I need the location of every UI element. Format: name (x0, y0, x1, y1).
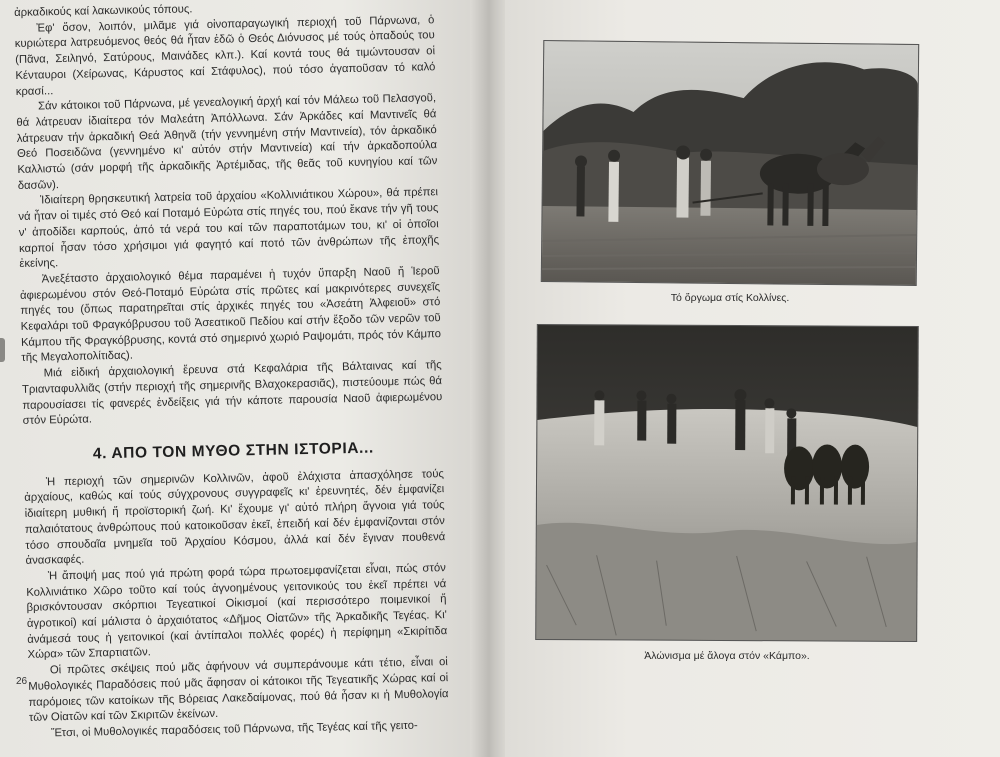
paragraph: ἀρκαδικούς καί λακωνικούς τόπους. (14, 3, 193, 19)
paragraph: Ἰδιαίτερη θρησκευτική λατρεία τοῦ ἀρχαίου «Κολλινιάτικου Χώρου», θά πρέπει νά ἦταν οἱ τιμές στό Θεό καί Ποταμό Εὐρώτα στίς πηγές του, πού ἔκανε τήν γῆ τους ν' ἀποδίδει καρπούς, ἀπό τά νερά του καί τῶν παραποτάμων του, κι' οἱ ὁποῖοι καρποί ἦσαν τόσο χρήσιμοι γιά φαγητό καί ποτό τῶν ἀνθρώπων τῆς ἐποχῆς ἐκείνης. (18, 186, 440, 271)
paragraph: Ἀνεξέταστο ἀρχαιολογικό θέμα παραμένει ἡ τυχόν ὕπαρξη Ναοῦ ἤ Ἱεροῦ ἀφιερωμένου στόν Θεό-Ποταμό Εὐρώτα στίς πρῶτες καί μακρινότερες συνεχεῖς πηγές του (ὅπως παρατηρεῖται στίς ἀρχικές πηγές του «Ἀσεάτη Ἀλφειοῦ» στό Κεφαλάρι τοῦ Φραγκόβρυσου τοῦ Ἀσεατικοῦ Πεδίου καί στήν ἔξοδο τῶν νερῶν τοῦ Κάμπου τῆς Φραγκόβρυσης, κοντά στό σημερινό χωριό Ραψομάτι, πρός τόν Κάμπο τῆς Μεγαλοπολίτιδας). (19, 265, 442, 365)
photo-caption: Ἁλώνισμα μέ ἄλογα στόν «Κάμπο». (644, 650, 810, 662)
plowing-photo (542, 41, 918, 285)
left-page (0, 0, 488, 757)
photo-caption: Τό ὄργωμα στίς Κολλίνες. (670, 292, 790, 304)
paragraph: Ἡ ἄποψή μας πού γιά πρώτη φορά τώρα πρωτοεμφανίζεται εἶναι, πώς στόν Κολλινιάτικο Χῶρο τοῦτο καί τούς ἀγνοημένους γειτονικούς του ἐκεῖ πρέπει νά βρισκόντουσαν σκόρπιοι Τεγεατικοί Οἰκισμοί (καί περισσότερο ποιμενικοί ἤ ἀγροτικοί) καί μάλιστα ὁ ἀρχαιότατος «Δῆμος Οἰατῶν» τῆς Ἀρκαδικῆς Τεγέας. Κι' ἀνάμεσά τους ἡ γειτονικοί (καί ἀντίπαλοι πολλές φορές) ἡ περίφημη «Σκιρίτιδα Χώρα» τῶν Σπαρτιατῶν. (26, 561, 448, 662)
paragraph: Ἐφ' ὅσον, λοιπόν, μιλᾶμε γιά οἰνοπαραγωγική περιοχή τοῦ Πάρνωνα, ὁ κυριώτερα λατρευόμενος θεός θά ἦταν ἐδῶ ὁ Θεός Διόνυσος μέ τούς ὀπαδούς του (Πᾶνα, Σειληνό, Σατύρους, Μαινάδες κλπ.). Καί κοντά τους θά τιμώντουσαν οἱ Κένταυροι (Χείρωνας, Κάρυστος καί Στάφυλος), πού τόσο ἀγαποῦσαν τό καλό κρασί... (14, 13, 436, 98)
page-clip-mark (0, 338, 5, 362)
left-text-column (14, 0, 449, 742)
page-number: 26 (16, 676, 28, 687)
paragraph: Ἡ περιοχή τῶν σημερινῶν Κολλινῶν, ἀφοῦ ἐλάχιστα ἀπασχόλησε τούς ἀρχαίους, καθώς καί τούς σύγχρονους συγγραφεῖς κι' ἐρευνητές, δέν ἐμφανίζει ἰδιαίτερη μυθική ἤ προϊστορική ζωή. Κι' ἔχουμε γι' αὐτό πλήρη ἄγνοια γιά τούς παλαιότατους ἀνθρώπους πού κατοικοῦσαν ἐκεῖ, ἐπειδή καί δέν ἐμφανίζονται στόν τόσο σπουδαῖα μνημεῖα τοῦ Ἀρχαίου Κόσμου, ἀλλά καί δέν ἔγιναν πουθενά ἀνασκαφές. (24, 467, 446, 568)
paragraph: Σάν κάτοικοι τοῦ Πάρνωνα, μέ γενεαλογική ἀρχή καί τόν Μάλεω τοῦ Πελασγοῦ, θά λάτρευαν ἰδιαίτερα τόν Μαλεάτη Ἀπόλλωνα. Σάν Ἀρκάδες καί Μαντινεῖς θά λάτρευαν τήν ἀρκαδική Θεά Ἀθηνᾶ (τήν γεννημένη στήν Μαντινεία), τόν ἀρκαδικό Θεό Ποσειδῶνα (γεννημένο κι' αὐτόν στήν Μαντινεία) καί τήν ἀρκαδοπούλα Καλλιστώ (σάν μορφή τῆς ἀρκαδικῆς Ἀρτέμιδας, τῆς θεᾶς τοῦ κυνηγίου καί τῶν δασῶν). (16, 92, 438, 192)
paragraph: Ἔτσι, οἱ Μυθολογικές παραδόσεις τοῦ Πάρνωνα, τῆς Τεγέας καί τῆς γειτο- (51, 719, 418, 740)
threshing-photo (536, 325, 918, 641)
section-heading: 4. ΑΠΟ ΤΟΝ ΜΥΘΟ ΣΤΗΝ ΙΣΤΟΡΙΑ... (92, 439, 374, 463)
paragraph: Οἱ πρῶτες σκέψεις πού μᾶς ἀφήνουν νά συμπεράνουμε κάτι τέτιο, εἶναι οἱ Μυθολογικές Παραδόσεις πού μᾶς ἄφησαν οἱ κάτοικοι τῆς Τεγεατικῆς Χώρας καί οἱ παρόμοιες τῶν κατοίκων τῆς Βόρειας Λακεδαίμονας, πού θά ἦσαν κι ἡ Μυθολογία τῶν Οἰατῶν καί τῶν Σκιριτῶν ἐκείνων. (28, 656, 449, 725)
paragraph: Μιά εἰδική ἀρχαιολογική ἔρευνα στά Κεφαλάρια τῆς Βάλταινας καί τῆς Τριανταφυλλιᾶς (στήν περιοχή τῆς σημερινῆς Βλαχοκερασιᾶς), πιστεύουμε πώς θά παρουσίασει τίς φανερές ἐνδείξεις γιά τήν κάποτε παρουσία Ναοῦ ἀφιερωμένου στόν Εὐρώτα. (21, 359, 443, 428)
